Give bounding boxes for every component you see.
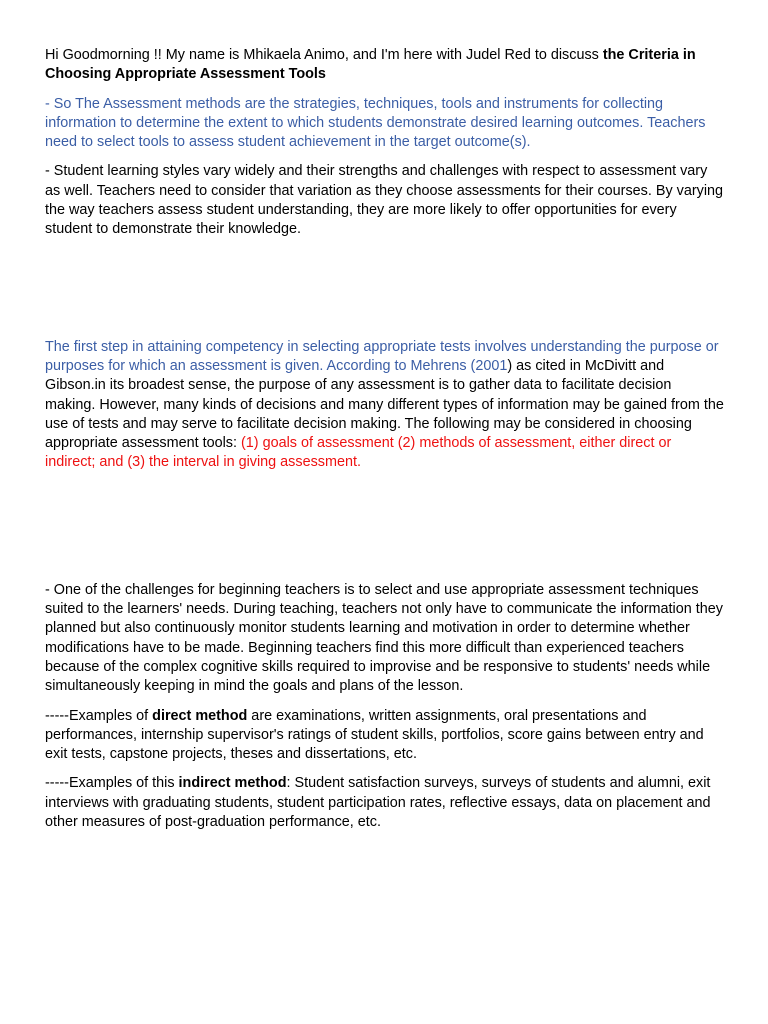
direct-method-paragraph bbox=[45, 707, 725, 765]
intro-text: Hi Goodmorning !! My name is Mhikaela Animo, and I'm here with Judel Red to discuss bbox=[45, 47, 603, 63]
spacer bbox=[45, 483, 725, 581]
direct-prefix: -----Examples of bbox=[45, 707, 153, 724]
assessment-methods-paragraph: - So The Assessment methods are the strategies, techniques, tools and instruments for collecting information to determine the extent to which students demonstrate desired learning outcomes. Teachers need to select tools to assess student achievement in the target outcome(s). bbox=[45, 95, 706, 151]
direct-method-bold: direct method bbox=[152, 707, 248, 724]
indirect-prefix: -----Examples of this bbox=[45, 775, 179, 792]
challenges-paragraph: - One of the challenges for beginning teachers is to select and use appropriate assessment techniques suited to the learners' needs. During teaching, teachers not only have to communicate the information they planned but also continuously monitor students learning and motivation in order to determine whether modifications have to be made. Beginning teachers find this more difficult than experienced teachers because of the complex cognitive skills required to improvise and be responsive to students' needs while simultaneously keeping in mind the goals and plans of the lesson. bbox=[45, 581, 723, 695]
first-step-black-text: ) as cited in McDivitt and Gibson.in its broadest sense, the purpose of any assessment is to gather data to facilitate decision making. However, many kinds of decisions and many different types of information may be gained from the use of tests and may serve to facilitate decision making. The following may be considered in choosing appropriate assessment tools: bbox=[45, 357, 724, 452]
indirect-method-paragraph bbox=[45, 774, 725, 832]
intro-topic-bold: the Criteria in Choosing Appropriate Assessment Tools bbox=[45, 47, 696, 83]
spacer bbox=[45, 250, 725, 338]
learning-styles-paragraph: - Student learning styles vary widely and their strengths and challenges with respect to assessment vary as well. Teachers need to consider that variation as they choose assessments for their courses. By varying the way teachers assess student understanding, they are more likely to offer opportunities for every student to demonstrate their knowledge. bbox=[45, 163, 724, 238]
document-page bbox=[45, 46, 725, 842]
indirect-rest: : Student satisfaction surveys, surveys of students and alumni, exit interviews with graduating students, student participation rates, reflective essays, data on placement and other measures of post-graduation performance, etc. bbox=[45, 775, 711, 831]
intro-paragraph bbox=[45, 46, 725, 85]
direct-rest: are examinations, written assignments, oral presentations and performances, internship supervisor's ratings of student skills, portfolios, score gains between entry and exit tests, capstone projects, theses and dissertations, etc. bbox=[45, 707, 704, 763]
indirect-method-bold: indirect method bbox=[178, 775, 287, 792]
first-step-red-text: (1) goals of assessment (2) methods of assessment, either direct or indirect; and (3) the interval in giving assessment. bbox=[45, 435, 672, 471]
first-step-blue-text: The first step in attaining competency in selecting appropriate tests involves understanding the purpose or purposes for which an assessment is given. According to Mehrens (2001 bbox=[45, 338, 719, 374]
first-step-paragraph bbox=[45, 338, 725, 473]
